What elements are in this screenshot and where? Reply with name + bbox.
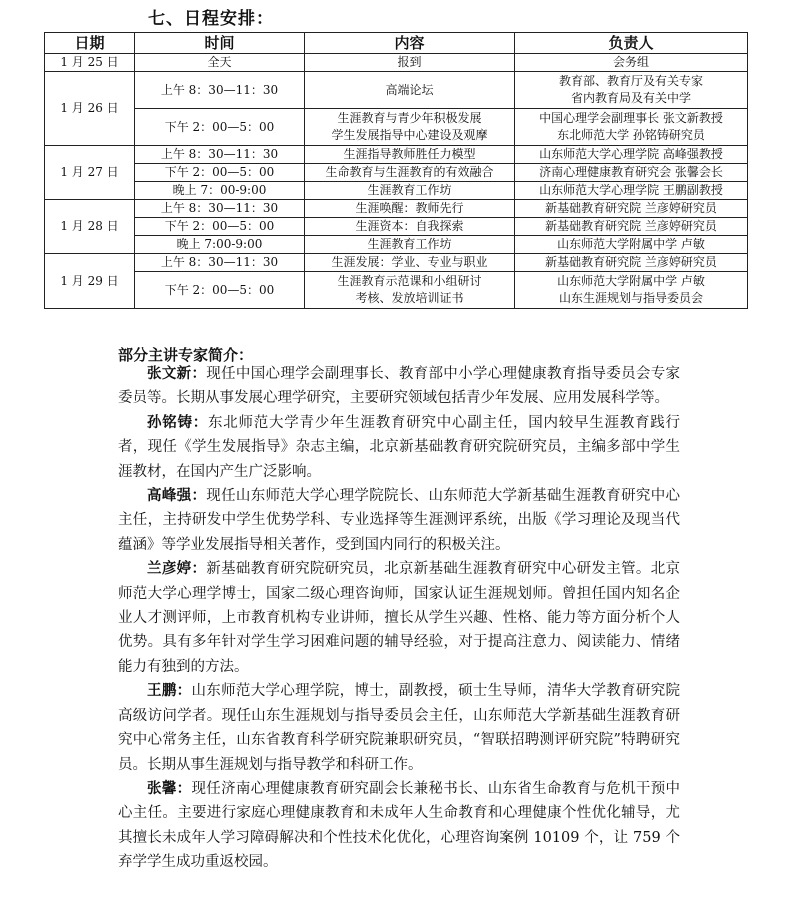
content-cell: 生涯发展：学业、专业与职业 (305, 254, 515, 272)
expert-description: 山东师范大学心理学院，博士，副教授，硕士生导师，清华大学教育研究院高级访问学者。现任山东生涯规划与指导委员会主任，山东师范大学新基础生涯教育研究中心常务主任，山东省教育科学研究院兼职研究员，“智联招聘测评研究院”特聘研究员。长期从事生涯规划与指导教学和科研工作。 (118, 683, 681, 773)
expert-name: 王鹏： (147, 683, 192, 700)
date-cell: 1 月 27 日 (45, 146, 135, 200)
content-cell: 生涯教育工作坊 (305, 236, 515, 254)
time-cell: 上午 8：30—11：30 (135, 72, 305, 109)
bio-paragraph (118, 777, 680, 875)
content-cell: 生涯唤醒：教师先行 (305, 200, 515, 218)
time-cell: 上午 8：30—11：30 (135, 200, 305, 218)
table-row (45, 109, 748, 146)
content-cell: 生涯教育工作坊 (305, 182, 515, 200)
expert-description: 现任中国心理学会副理事长、教育部中小学心理健康教育指导委员会专家委员等。长期从事发展心理学研究，主要研究领域包括青少年发展、应用发展科学等。 (118, 366, 681, 407)
expert-name: 张馨： (147, 780, 192, 797)
expert-description: 新基础教育研究院研究员，北京新基础生涯教育研究中心研发主管。北京师范大学心理学博士，国家二级心理咨询师，国家认证生涯规划师。曾担任国内知名企业人才测评师，上市教育机构专业讲师，擅长从学生兴趣、性格、能力等方面分析个人优势。具有多年针对学生学习困难问题的辅导经验，对于提高注意力、阅读能力、情绪能力有独到的方法。 (118, 561, 681, 675)
table-row (45, 72, 748, 109)
bio-paragraph (118, 484, 680, 557)
person-cell: 新基础教育研究院 兰彦婷研究员 (515, 254, 748, 272)
table-row (45, 164, 748, 182)
table-row (45, 272, 748, 309)
content-line: 生涯教育与青少年积极发展 (337, 111, 482, 125)
expert-name: 兰彦婷： (147, 561, 207, 578)
content-cell (305, 272, 515, 309)
person-line: 山东师范大学附属中学 卢敏 (557, 274, 705, 288)
content-cell: 生命教育与生涯教育的有效融合 (305, 164, 515, 182)
expert-name: 高峰强： (147, 488, 207, 505)
content-cell: 报到 (305, 54, 515, 72)
person-line: 东北师范大学 孙铭铸研究员 (557, 128, 705, 142)
header-person: 负责人 (515, 33, 748, 54)
header-date: 日期 (45, 33, 135, 54)
person-cell (515, 109, 748, 146)
table-row (45, 236, 748, 254)
experts-intro-title: 部分主讲专家简介： (118, 346, 254, 364)
person-line: 省内教育局及有关中学 (570, 91, 691, 105)
content-cell: 生涯指导教师胜任力模型 (305, 146, 515, 164)
expert-description: 现任山东师范大学心理学院院长、山东师范大学新基础生涯教育研究中心主任，主持研发中学生优势学科、专业选择等生涯测评系统，出版《学习理论及现当代蕴涵》等学业发展指导相关著作，受到国内同行的积极关注。 (118, 488, 681, 553)
person-cell: 济南心理健康教育研究会 张馨会长 (515, 164, 748, 182)
person-cell: 会务组 (515, 54, 748, 72)
expert-description: 东北师范大学青少年生涯教育研究中心副主任，国内较早生涯教育践行者，现任《学生发展指导》杂志主编，北京新基础教育研究院研究员，主编多部中学生涯教材，在国内产生广泛影响。 (118, 414, 680, 480)
time-cell: 下午 2：00—5：00 (135, 272, 305, 309)
time-cell: 晚上 7：00-9:00 (135, 182, 305, 200)
person-line: 中国心理学会副理事长 张文新教授 (539, 111, 723, 125)
expert-bios (118, 362, 680, 875)
schedule-table (44, 32, 748, 309)
content-line: 考核、发放培训证书 (355, 291, 464, 305)
date-cell: 1 月 29 日 (45, 254, 135, 309)
bio-paragraph (118, 362, 680, 411)
time-cell: 晚上 7:00-9:00 (135, 236, 305, 254)
expert-name: 孙铭铸： (147, 414, 208, 431)
person-cell: 山东师范大学心理学院 王鹏副教授 (515, 182, 748, 200)
table-row (45, 54, 748, 72)
person-cell: 山东师范大学心理学院 高峰强教授 (515, 146, 748, 164)
date-cell: 1 月 25 日 (45, 54, 135, 72)
content-line: 生涯教育示范课和小组研讨 (337, 274, 482, 288)
person-line: 教育部、教育厅及有关专家 (558, 74, 703, 88)
person-cell (515, 272, 748, 309)
bio-paragraph (118, 411, 680, 484)
person-cell: 新基础教育研究院 兰彦婷研究员 (515, 200, 748, 218)
content-cell (305, 109, 515, 146)
bio-paragraph (118, 679, 680, 777)
time-cell: 下午 2：00—5：00 (135, 164, 305, 182)
table-header-row (45, 33, 748, 54)
time-cell: 上午 8：30—11：30 (135, 146, 305, 164)
table-row (45, 146, 748, 164)
content-line: 学生发展指导中心建设及观摩 (331, 128, 488, 142)
header-content: 内容 (305, 33, 515, 54)
expert-description: 现任济南心理健康教育研究副会长兼秘书长、山东省生命教育与危机干预中心主任。主要进行家庭心理健康教育和未成年人生命教育和心理健康个性优化辅导，尤其擅长未成年人学习障碍解决和个性技术化优化，心理咨询案例 10109 个，让 759 个弃学学生成功重返校园。 (118, 780, 681, 871)
table-row (45, 254, 748, 272)
date-cell: 1 月 26 日 (45, 72, 135, 146)
content-cell: 生涯资本：自我探索 (305, 218, 515, 236)
person-cell (515, 72, 748, 109)
date-cell: 1 月 28 日 (45, 200, 135, 254)
table-row (45, 182, 748, 200)
expert-name: 张文新： (147, 366, 207, 382)
time-cell: 下午 2：00—5：00 (135, 109, 305, 146)
time-cell: 上午 8：30—11：30 (135, 254, 305, 272)
bio-paragraph (118, 557, 680, 679)
content-cell: 高端论坛 (305, 72, 515, 109)
table-row (45, 218, 748, 236)
time-cell: 全天 (135, 54, 305, 72)
person-cell: 新基础教育研究院 兰彦婷研究员 (515, 218, 748, 236)
section-title: 七、日程安排： (148, 9, 274, 29)
person-line: 山东生涯规划与指导委员会 (558, 291, 703, 305)
header-time: 时间 (135, 33, 305, 54)
table-row (45, 200, 748, 218)
person-cell: 山东师范大学附属中学 卢敏 (515, 236, 748, 254)
time-cell: 下午 2：00—5：00 (135, 218, 305, 236)
